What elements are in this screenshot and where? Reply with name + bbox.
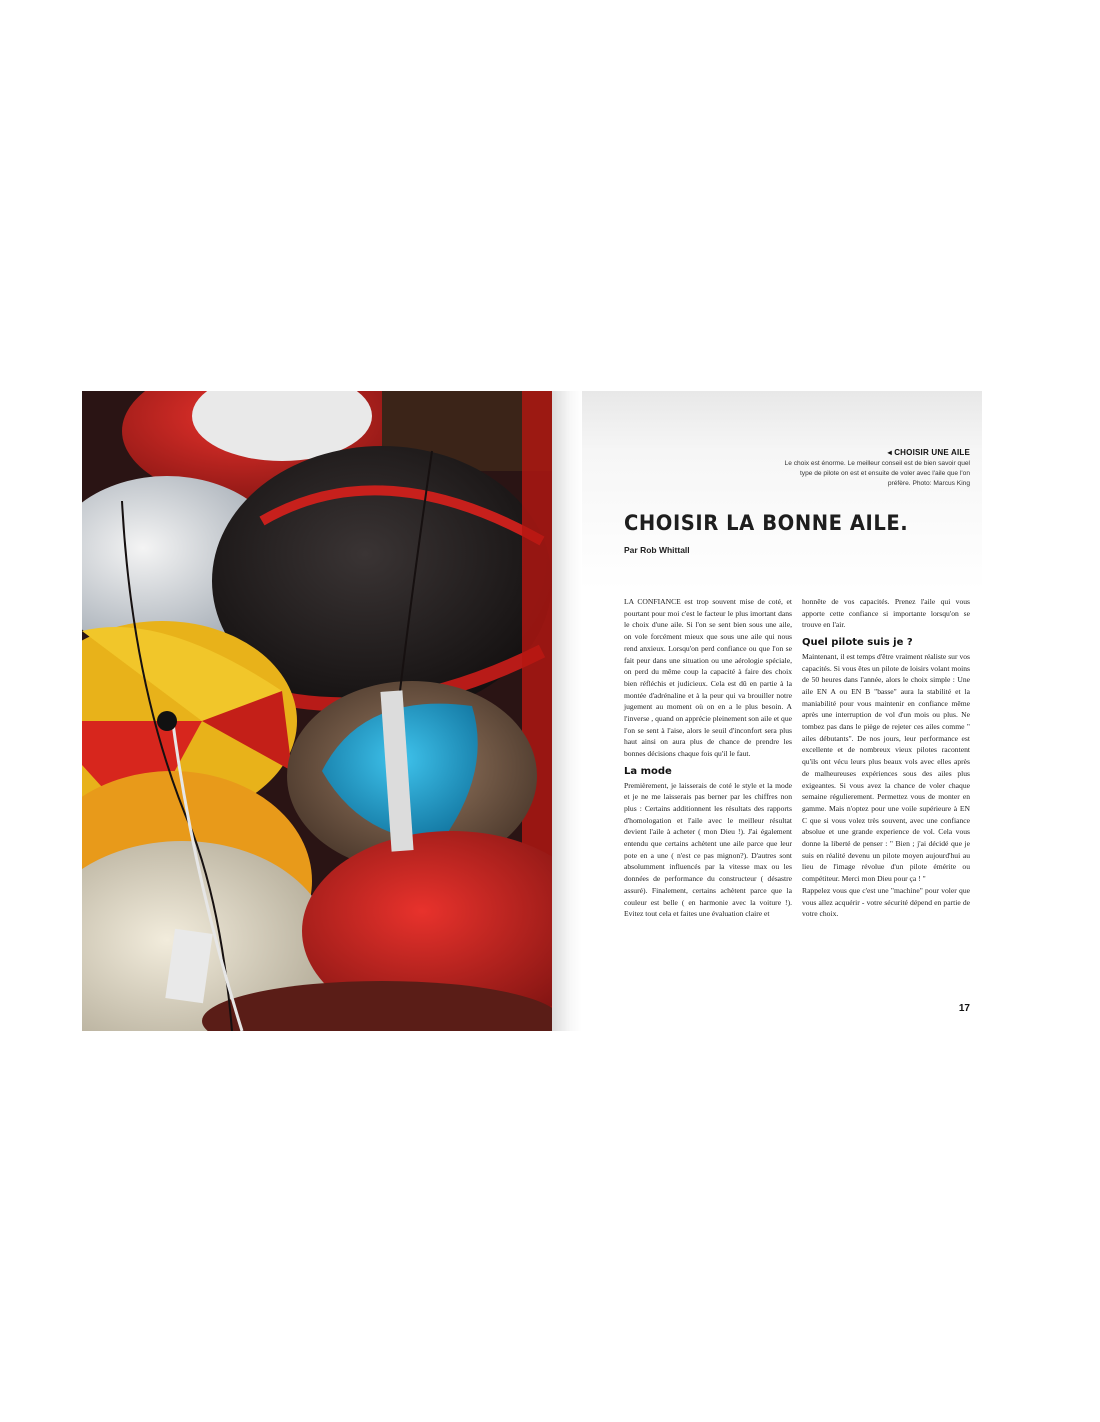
heading-quel-pilote: Quel pilote suis je ? (802, 637, 913, 649)
mode-paragraph: Premièrement, je laisserais de coté le style et la mode et je ne me laisserais pas berner par les chiffres non plus : Certains additionnent les résultats des rapports d'homologation et l'aile avec le meilleur résultat devient l'aile à acheter ( mon Dieu !). J'ai également entendu que certains achètent une aile parce que leur pote en a une ( n'est ce pas mignon?). D'autres sont absolumment influencés par la vitesse max ou les données de performance du constructeur ( désastre assuré). Finalement, certains achètent parce que la couleur est belle ( en harmonie avec la voiture !). Evitez tout cela et faites une évaluation claire et (624, 780, 792, 919)
article-title: CHOISIR LA BONNE AILE. (624, 511, 909, 535)
intro-paragraph: LA CONFIANCE est trop souvent mise de coté, et pourtant pour moi c'est le facteur le plus imortant dans le choix d'une aile. Si l'on se sent bien sous une aile, on vole forcément mieux que sous une aile qui nous rend anxieux. Lorsqu'on perd confiance ou que l'on se fait peur dans une situation ou une aérologie spéciale, on perd du même coup la capacité à faire des choix bien réfléchis et judicieux. Cela est dû en partie à la montée d'adrénaline et à la peur qui va brouiller notre jugement au moment où on en a le plus besoin. A l'inverse , quand on apprécie pleinement son aile et que l'on se sent à l'aise, alors le seuil d'inconfort sera plus haut ainsi on aura plus de chance de prendre les bonnes décisions chaque fois qu'il le faut. (624, 597, 792, 759)
magazine-spread (82, 391, 982, 1031)
text-column-left (624, 596, 792, 920)
pilote-paragraph: Maintenant, il est temps d'être vraiment réaliste sur vos capacités. Si vous êtes un pilote de loisirs volant moins de 50 heures dans l'année, alors le choix simple : Une aile EN A ou EN B "basse" aura la stabilité et la maniabilité pour vous maintenir en confiance même après une interruption de vol d'un mois ou plus. Ne tombez pas dans le piège de rejeter ces ailes comme " ailes débutants". De nos jours, leur performance est excellente et de nombreux vieux pilotes racontent qu'ils ont vécu leurs plus beaux vols avec elles après de malheureuses expériences sous des ailes plus exigeantes. Si vous avez la chance de voler chaque semaine régulierement. Permettez vous de monter en gamme. Mais n'optez pour une voile supérieure à EN C que si vous volez très souvent, avec une confiance absolue et une grande experience de vol. Cela vous donne la liberté de penser : " Bien ; j'ai décidé que je suis en réalité devenu un pilote moyen aujourd'hui au lieu de l'image révolue d'un pilote émérite ou compétiteur. Merci mon Dieu pour ça ! " (802, 651, 970, 884)
closing-paragraph: Rappelez vous que c'est une "machine" pour voler que vous allez acquérir - votre sécurité dépend en partie de votre choix. (802, 885, 970, 919)
article-byline: Par Rob Whittall (624, 545, 690, 555)
paraglider-bags-photo (82, 391, 552, 1031)
page-number: 17 (958, 1003, 970, 1014)
column-continuation: honnête de vos capacités. Prenez l'aile qui vous apporte cette confiance si importante lorsqu'on se trouve en l'air. (802, 597, 970, 630)
article-page (582, 391, 982, 1031)
section-tag: ◂ CHOISIR UNE AILE (887, 448, 970, 457)
heading-la-mode: La mode (624, 765, 672, 777)
text-column-right (802, 596, 970, 920)
page-gutter-shadow (552, 391, 582, 1031)
photo-caption: Le choix est énorme. Le meilleur conseil est de bien savoir quel type de pilote on est et ensuite de voler avec l'aile que l'on préfère. Photo: Marcus King (784, 460, 970, 487)
